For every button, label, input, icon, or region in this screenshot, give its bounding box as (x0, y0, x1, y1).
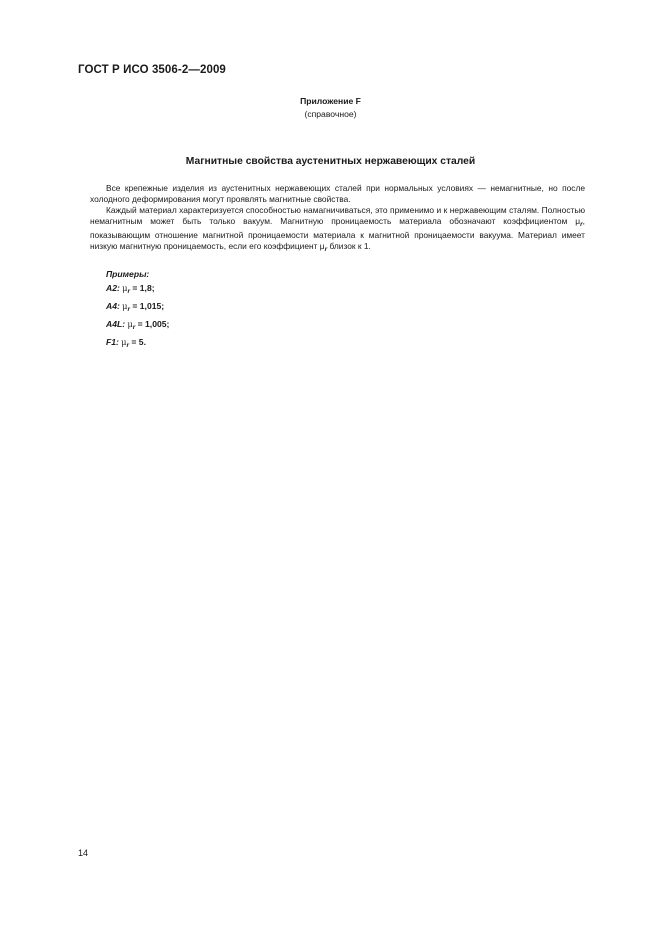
examples-block (106, 267, 169, 353)
section-title: Магнитные свойства аустенитных нержавеющих сталей (185, 156, 476, 167)
paragraph-2-part-2: , показывающим отношение магнитной проницаемости материала к магнитной проницаемости вакуума. Материал имеет низкую магнитную проницаемость, если его коэффициент μ (90, 216, 585, 251)
example-grade: А2: (106, 283, 120, 293)
example-item (106, 299, 169, 317)
subscript-r: r (580, 221, 583, 228)
subscript-r: r (126, 342, 130, 349)
subscript-r: r (132, 324, 136, 331)
paragraph-1: Все крепежные изделия из аустенитных нержавеющих сталей при нормальных условиях — немагнитные, но после холодного деформирования могут проявлять магнитные свойства. (90, 183, 585, 204)
subscript-r: r (127, 306, 130, 313)
mu-symbol: μ (122, 284, 128, 293)
annex-type: (справочное) (304, 109, 357, 119)
mu-symbol: μ (127, 320, 133, 329)
mu-symbol: μ (122, 302, 128, 311)
paragraph-2-part-1: Каждый материал характеризуется способностью намагничиваться, это применимо и к нержавеющим сталям. Полностью немагнитным может быть только вакуум. Магнитную проницаемость материала обозначают коэффициентом μ (90, 205, 585, 226)
example-value: = 1,8; (132, 283, 155, 293)
example-value: = 1,015; (132, 301, 165, 311)
example-grade: F1: (106, 337, 119, 347)
example-grade: А4L: (106, 319, 126, 329)
body-text (90, 183, 585, 255)
example-value: = 5. (131, 337, 146, 347)
example-value: = 1,005; (137, 319, 170, 329)
paragraph-2 (90, 205, 585, 255)
examples-heading: Примеры: (106, 269, 150, 279)
subscript-r: r (324, 246, 328, 253)
page-number: 14 (78, 848, 89, 858)
standard-id: ГОСТ Р ИСО 3506-2—2009 (78, 64, 226, 76)
example-item (106, 335, 169, 353)
example-item (106, 317, 169, 335)
mu-symbol: μ (121, 338, 127, 347)
subscript-r: r (127, 288, 130, 295)
annex-title: Приложение F (300, 96, 361, 106)
example-item (106, 281, 169, 299)
example-grade: А4: (106, 301, 120, 311)
paragraph-2-part-3: близок к 1. (327, 241, 371, 251)
annex-heading (0, 95, 661, 121)
